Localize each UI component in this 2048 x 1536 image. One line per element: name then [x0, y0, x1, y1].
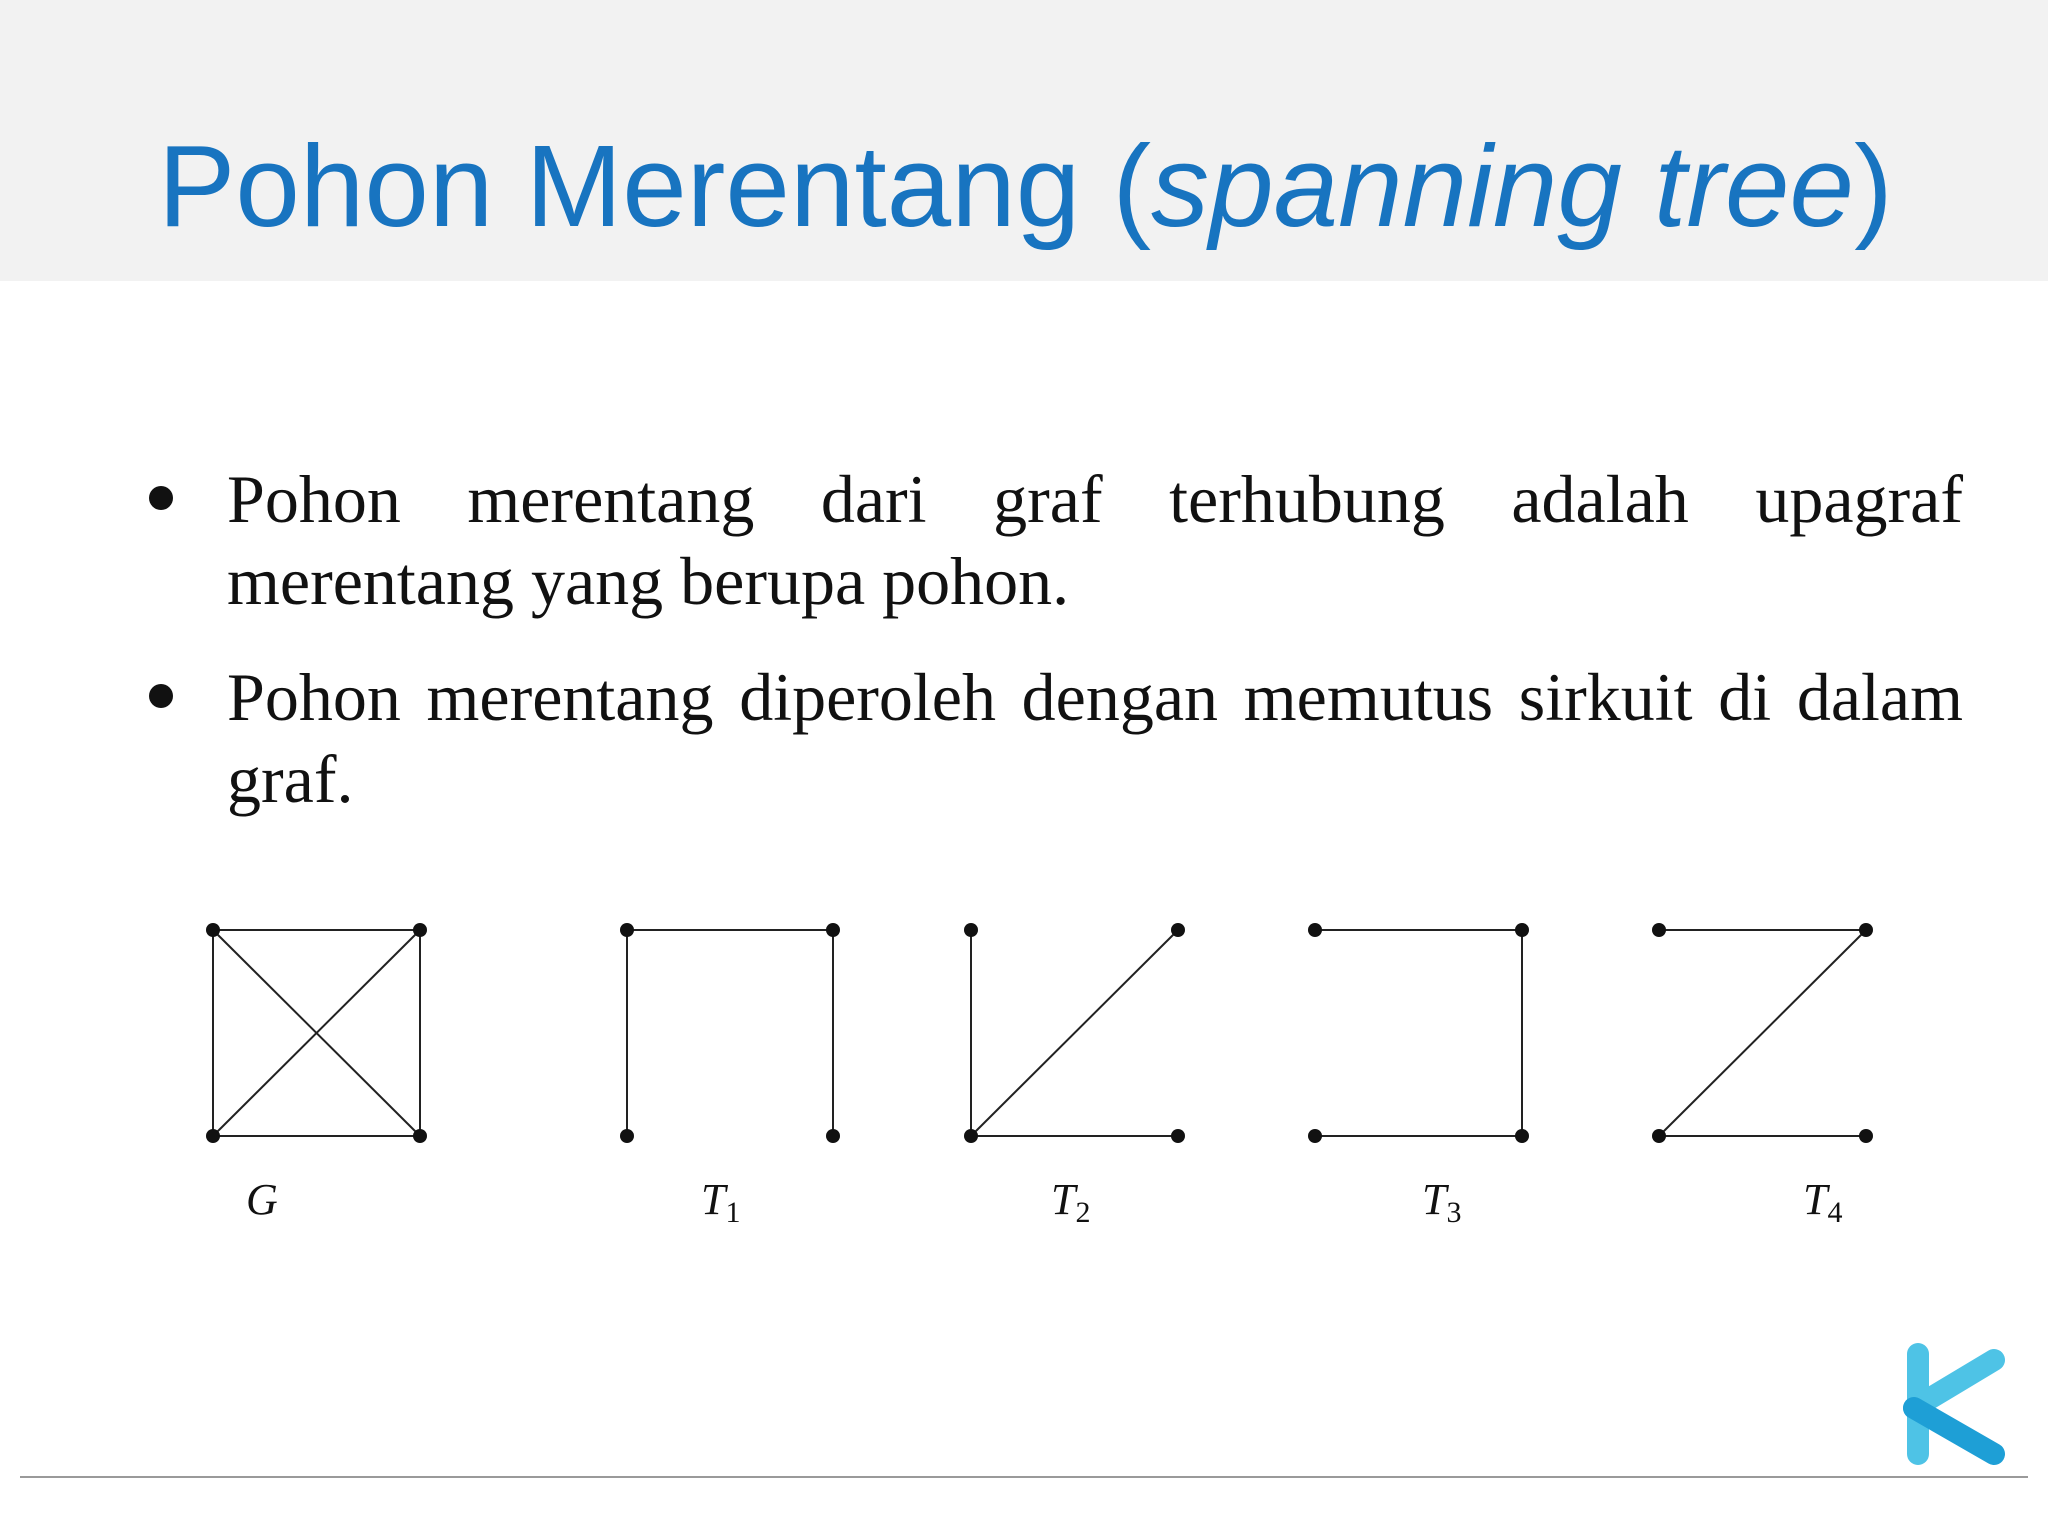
- edge: [1659, 930, 1866, 1136]
- graph-label-sub: 1: [725, 1196, 741, 1229]
- bullet-text: Pohon merentang dari graf terhubung adalah upagraf merentang yang berupa pohon.: [227, 461, 1963, 619]
- graph-t2: [971, 930, 1178, 1136]
- title-main: Pohon Merentang (: [158, 121, 1152, 251]
- title-close: ): [1854, 121, 1893, 251]
- vertex: [1652, 923, 1666, 937]
- vertex: [413, 923, 427, 937]
- graph-label-sub: 3: [1446, 1196, 1462, 1229]
- vertex: [620, 1129, 634, 1143]
- vertex: [1515, 1129, 1529, 1143]
- graph-label-sub: 4: [1827, 1196, 1843, 1229]
- graph-label-t2: [1051, 1175, 1091, 1229]
- graph-label-t3: [1422, 1175, 1462, 1229]
- vertex: [826, 923, 840, 937]
- vertex: [1652, 1129, 1666, 1143]
- vertex: [964, 1129, 978, 1143]
- k-logo-icon: [1896, 1336, 2012, 1472]
- title-italic: spanning tree: [1151, 121, 1855, 251]
- graph-t3-vertices: [1308, 923, 1529, 1143]
- graph-label-text: G: [246, 1175, 278, 1224]
- graph-label-text: T: [1051, 1175, 1076, 1224]
- graph-t1: [627, 930, 833, 1136]
- graph-t4: [1659, 930, 1866, 1136]
- graph-label-text: T: [1803, 1175, 1828, 1224]
- footer-divider: [20, 1476, 2028, 1478]
- vertex: [1859, 1129, 1873, 1143]
- vertex: [206, 1129, 220, 1143]
- edge: [971, 930, 1178, 1136]
- vertex: [964, 923, 978, 937]
- graph-g: [213, 930, 420, 1136]
- graph-label-text: T: [1422, 1175, 1447, 1224]
- graph-t3: [1315, 930, 1522, 1136]
- graph-label-t4: [1803, 1175, 1843, 1229]
- vertex: [1859, 923, 1873, 937]
- vertex: [1308, 923, 1322, 937]
- vertex: [826, 1129, 840, 1143]
- vertex: [206, 923, 220, 937]
- vertex: [1171, 1129, 1185, 1143]
- graph-label-g: [246, 1175, 278, 1228]
- graph-label-text: T: [701, 1175, 726, 1224]
- vertex: [1171, 923, 1185, 937]
- vertex: [1308, 1129, 1322, 1143]
- vertex: [1515, 923, 1529, 937]
- graph-label-t1: [701, 1175, 741, 1229]
- graph-t1-vertices: [620, 923, 840, 1143]
- vertex: [620, 923, 634, 937]
- bullet-text: Pohon merentang diperoleh dengan memutus sirkuit di dalam graf.: [227, 659, 1963, 817]
- vertex: [413, 1129, 427, 1143]
- graph-label-sub: 2: [1075, 1196, 1091, 1229]
